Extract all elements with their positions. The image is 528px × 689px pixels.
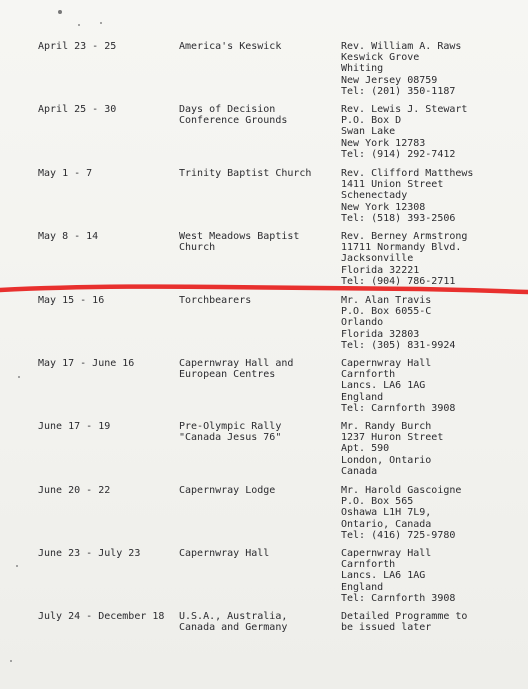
contact-line: Keswick Grove xyxy=(341,52,420,64)
contact-line: Tel: Carnforth 3908 xyxy=(341,592,456,604)
paper-speck xyxy=(100,22,102,24)
paper-speck xyxy=(18,376,20,378)
contact-line: Whiting xyxy=(341,63,384,75)
entry-date: May 15 - 16 xyxy=(38,295,105,306)
contact-line: Florida 32803 xyxy=(341,328,420,340)
entry-date: May 17 - June 16 xyxy=(38,358,135,369)
contact-line: Lancs. LA6 1AG xyxy=(341,380,426,392)
contact-line: Capernwray Hall xyxy=(341,548,432,559)
paper-speck xyxy=(10,660,12,662)
entry-venue xyxy=(179,41,281,52)
contact-line: Lancs. LA6 1AG xyxy=(341,570,426,582)
entry-contact xyxy=(341,548,455,604)
contact-line: Capernwray Hall xyxy=(341,358,432,369)
venue-line: Torchbearers xyxy=(179,295,252,306)
entry-venue xyxy=(179,611,287,633)
contact-line: Tel: (416) 725-9780 xyxy=(341,529,456,541)
contact-line: Apt. 590 xyxy=(341,443,390,455)
entry-contact xyxy=(341,231,467,287)
contact-line: New York 12308 xyxy=(341,201,426,213)
entry-venue xyxy=(179,358,293,380)
entry-date: July 24 - December 18 xyxy=(38,611,165,622)
contact-line: Ontario, Canada xyxy=(341,518,432,530)
contact-line: Tel: (518) 393-2506 xyxy=(341,212,456,224)
contact-line: P.O. Box 6055-C xyxy=(341,306,432,318)
entry-date: May 1 - 7 xyxy=(38,168,93,179)
contact-line: Rev. Lewis J. Stewart xyxy=(341,104,468,115)
contact-line: Canada xyxy=(341,465,378,477)
venue-line: Trinity Baptist Church xyxy=(179,168,312,179)
entry-date: June 20 - 22 xyxy=(38,485,111,496)
contact-line: New Jersey 08759 xyxy=(341,74,438,86)
venue-line: Capernwray Lodge xyxy=(179,485,276,496)
contact-line: Detailed Programme to xyxy=(341,611,468,622)
contact-line: Oshawa L1H 7L9, xyxy=(341,507,432,519)
contact-line: Tel: Carnforth 3908 xyxy=(341,402,456,414)
entry-contact xyxy=(341,168,473,224)
contact-line: London, Ontario xyxy=(341,454,432,466)
contact-line: Jacksonville xyxy=(341,253,414,265)
entry-contact xyxy=(341,295,455,351)
contact-line: P.O. Box D xyxy=(341,115,402,127)
venue-line: West Meadows Baptist xyxy=(179,231,300,242)
entry-contact xyxy=(341,485,461,541)
entry-contact xyxy=(341,104,467,160)
entry-contact xyxy=(341,41,461,97)
contact-line: 11711 Normandy Blvd. xyxy=(341,242,462,254)
contact-line: Florida 32221 xyxy=(341,264,420,276)
entry-venue xyxy=(179,104,287,126)
venue-line: U.S.A., Australia, xyxy=(179,611,288,622)
venue-line: Conference Grounds xyxy=(179,115,288,127)
venue-line: Days of Decision xyxy=(179,104,276,115)
contact-line: Swan Lake xyxy=(341,126,396,138)
entry-date: June 23 - July 23 xyxy=(38,548,141,559)
venue-line: "Canada Jesus 76" xyxy=(179,432,282,444)
entry-venue xyxy=(179,421,281,443)
contact-line: Tel: (305) 831-9924 xyxy=(341,339,456,351)
entry-venue xyxy=(179,231,299,253)
contact-line: be issued later xyxy=(341,622,432,634)
venue-line: European Centres xyxy=(179,369,276,381)
contact-line: Tel: (914) 292-7412 xyxy=(341,148,456,160)
entry-venue xyxy=(179,485,275,496)
entry-venue xyxy=(179,548,269,559)
contact-line: Schenectady xyxy=(341,190,408,202)
entry-contact xyxy=(341,421,443,477)
contact-line: P.O. Box 565 xyxy=(341,496,414,508)
entry-contact xyxy=(341,611,467,633)
entry-date: April 25 - 30 xyxy=(38,104,117,115)
contact-line: Tel: (201) 350-1187 xyxy=(341,85,456,97)
entry-date: June 17 - 19 xyxy=(38,421,111,432)
entry-date: May 8 - 14 xyxy=(38,231,99,242)
contact-line: Orlando xyxy=(341,317,384,329)
contact-line: 1237 Huron Street xyxy=(341,432,444,444)
venue-line: Capernwray Hall xyxy=(179,548,270,559)
venue-line: Capernwray Hall and xyxy=(179,358,294,369)
entry-date: April 23 - 25 xyxy=(38,41,117,52)
contact-line: New York 12783 xyxy=(341,137,426,149)
venue-line: America's Keswick xyxy=(179,41,282,52)
entry-venue xyxy=(179,168,311,179)
paper-speck xyxy=(78,24,80,26)
contact-line: Rev. Berney Armstrong xyxy=(341,231,468,242)
venue-line: Church xyxy=(179,242,216,254)
punch-hole-mark xyxy=(58,10,62,14)
contact-line: Mr. Randy Burch xyxy=(341,421,432,432)
venue-line: Canada and Germany xyxy=(179,622,288,634)
red-marker-underline xyxy=(0,283,528,297)
entry-contact xyxy=(341,358,455,414)
contact-line: Carnforth xyxy=(341,559,396,571)
contact-line: Tel: (904) 786-2711 xyxy=(341,275,456,287)
contact-line: 1411 Union Street xyxy=(341,179,444,191)
paper-speck xyxy=(16,565,18,567)
contact-line: Mr. Harold Gascoigne xyxy=(341,485,462,496)
contact-line: England xyxy=(341,581,384,593)
venue-line: Pre-Olympic Rally xyxy=(179,421,282,432)
contact-line: England xyxy=(341,391,384,403)
contact-line: Carnforth xyxy=(341,369,396,381)
contact-line: Rev. Clifford Matthews xyxy=(341,168,474,179)
contact-line: Mr. Alan Travis xyxy=(341,295,432,306)
contact-line: Rev. William A. Raws xyxy=(341,41,462,52)
